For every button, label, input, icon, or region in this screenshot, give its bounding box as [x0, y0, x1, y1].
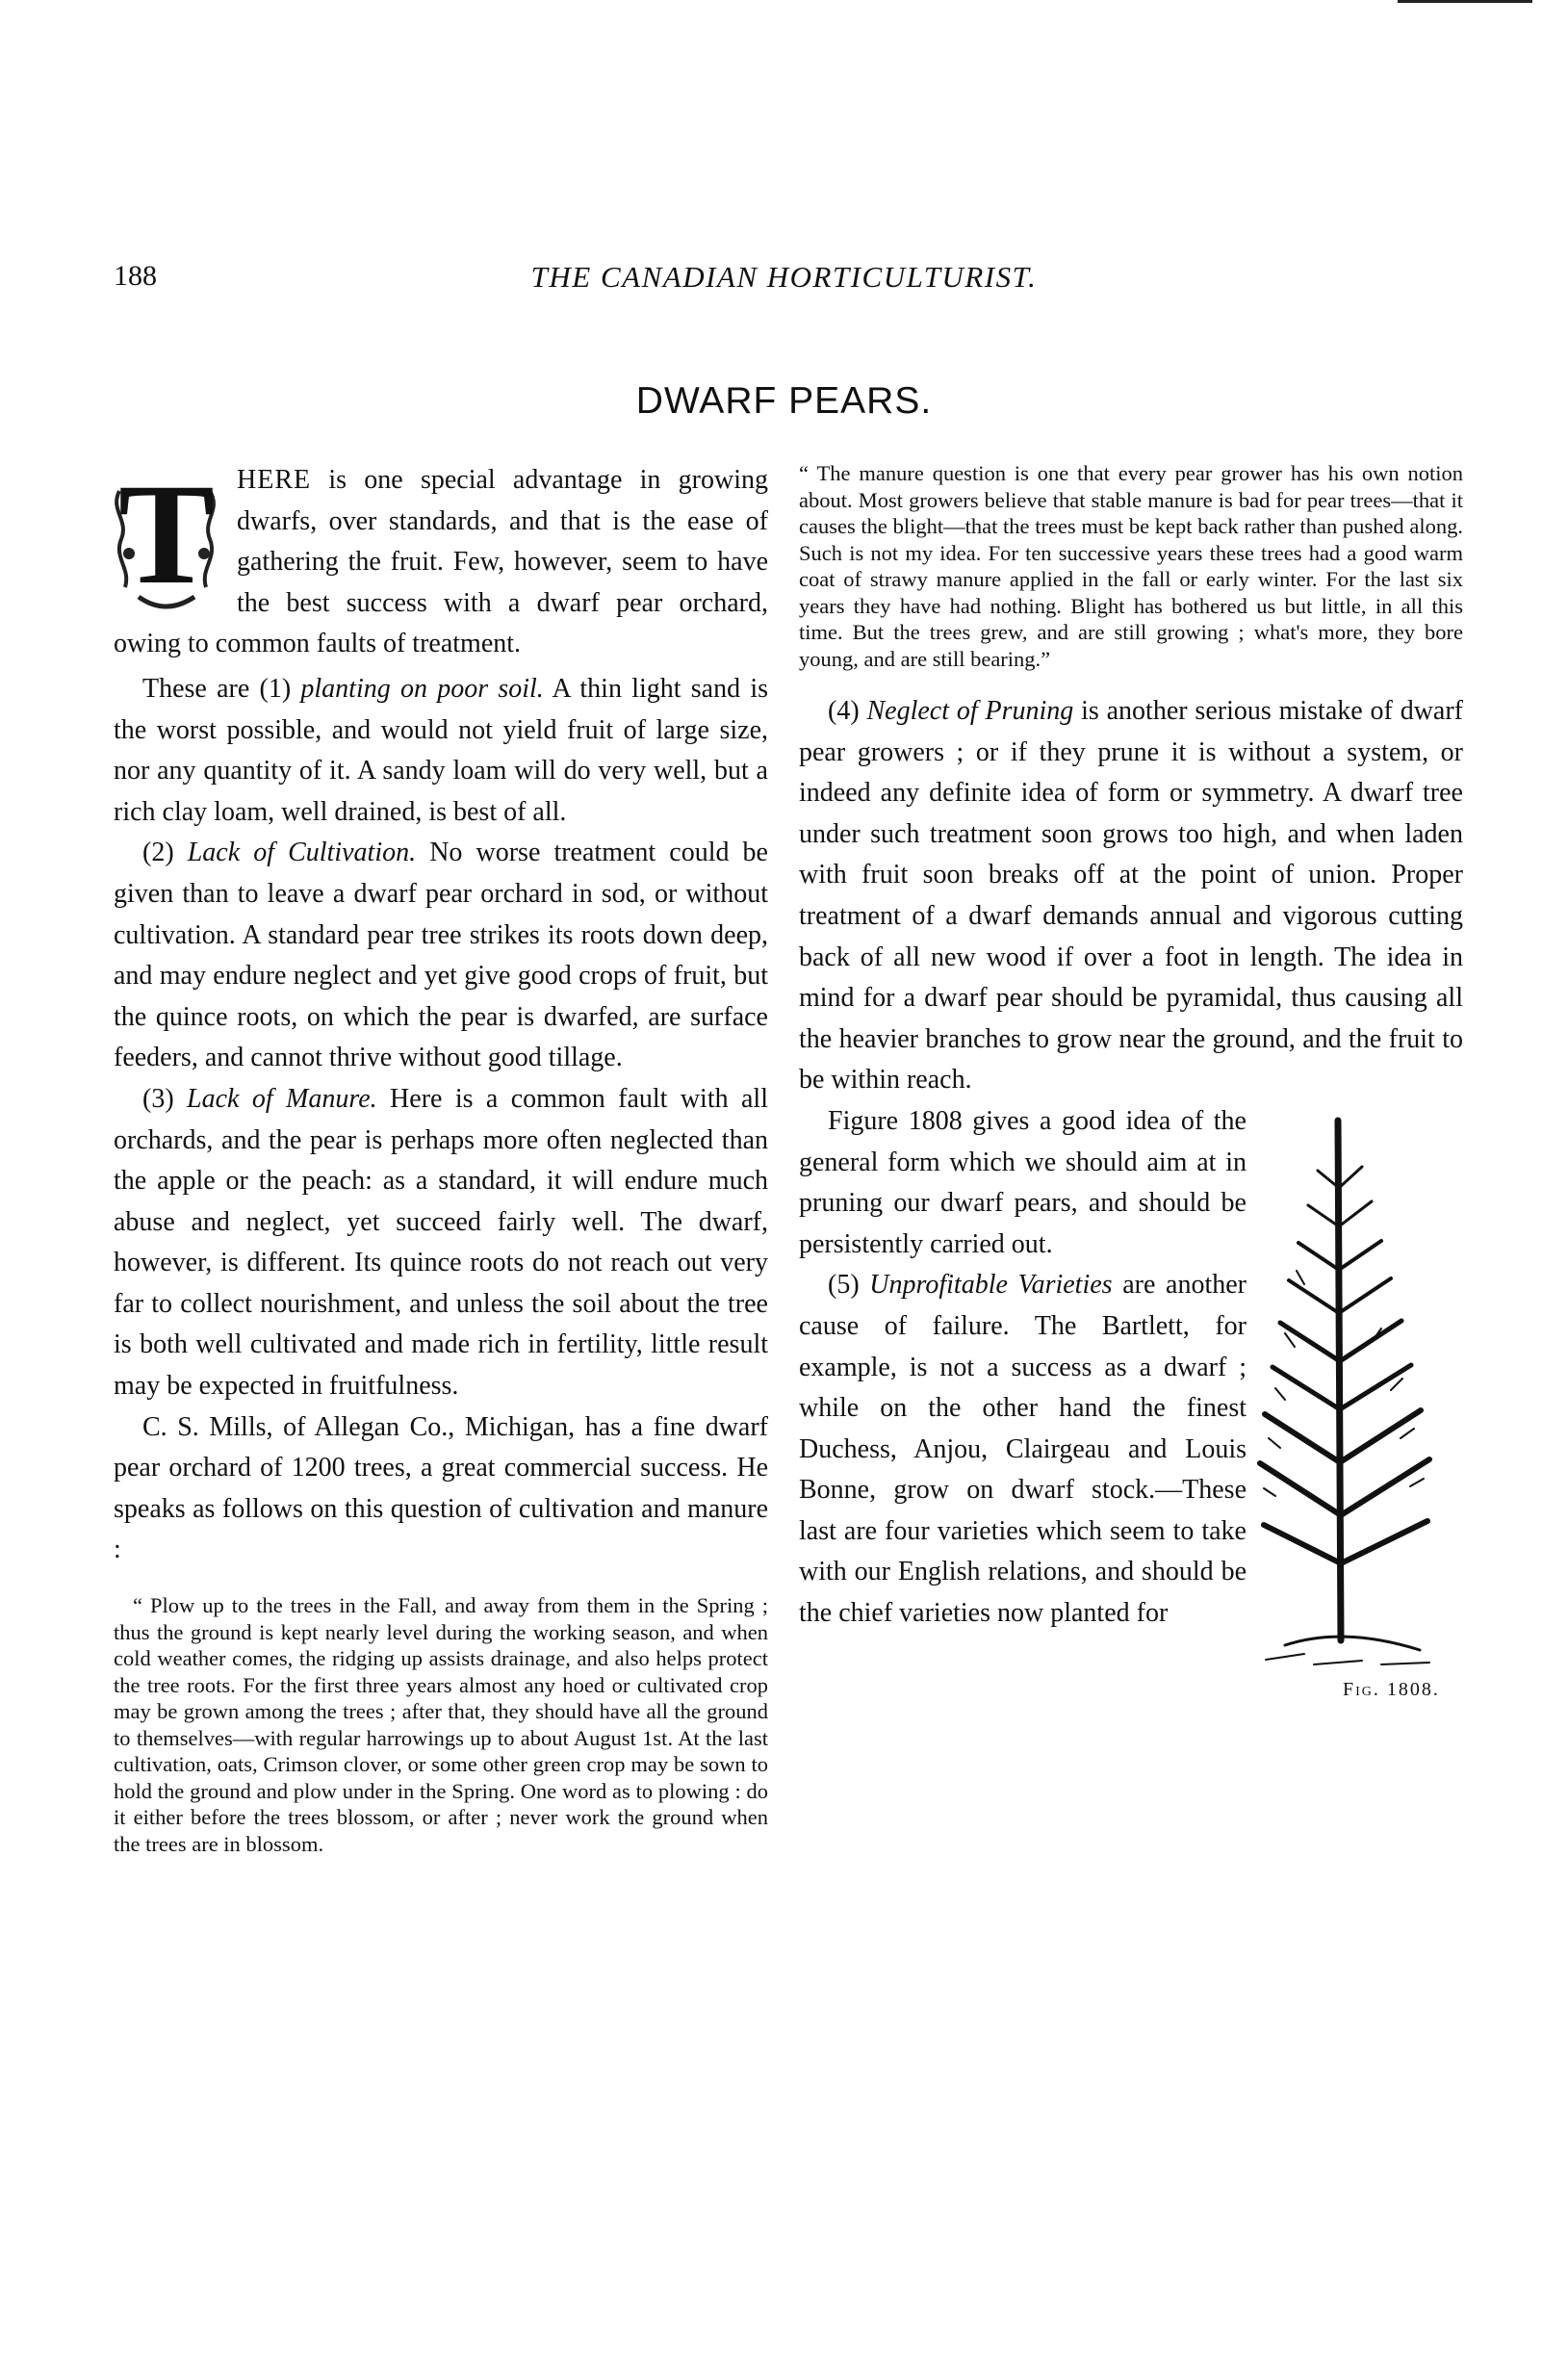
top-rule: [1398, 0, 1532, 3]
paragraph-1-text: is one special advantage in growing dwarfs, over standards, and that is the ease of gathering the fruit. Few, however, seem to have the best success with a dwarf pear orchard, owing to common faults of treatment.: [114, 465, 768, 659]
paragraph-3-lead: (2): [142, 838, 188, 868]
drop-cap: [110, 454, 223, 616]
figure-1808: [1256, 1101, 1463, 1698]
quote-paragraph-1: “ Plow up to the trees in the Fall, and away from them in the Spring ; thus the ground is kept nearly level during the working season, and when cold weather comes, the ridging up assists drainage, and also helps protect the tree roots. For the first three years almost any hoed or cultivated crop may be grown among the trees ; after that, they should have all the ground to themselves—with regular harrowings up to about August 1st. At the last cultivation, oats, Crimson clover, or some other green crop may be sown to hold the ground and plow under in the Spring. One word as to plowing : do it either before the trees blossom, or after ; never work the ground when the trees are in blossom.: [114, 1593, 768, 1856]
paragraph-4-text: Here is a common fault with all orchards, and the pear is perhaps more often neglected than the apple or the peach: as a standard, it will endure much abuse and neglect, yet succeed fairly well. The dwarf, however, is different. Its quince roots do not reach out very far to collect nourishment, and unless the soil about the tree is both well cultivated and made rich in fertility, little result may be expected in fruitfulness.: [114, 1083, 768, 1402]
paragraph-1-caps: HERE: [237, 465, 312, 495]
paragraph-8-lead: (5): [828, 1270, 870, 1301]
paragraph-6: [799, 691, 1463, 1101]
pruned-pear-tree-icon: [1256, 1101, 1463, 1679]
running-head: [114, 260, 1454, 298]
paragraph-2-italic: planting on poor soil.: [300, 673, 544, 704]
left-column: [114, 454, 768, 1857]
paragraph-1: [114, 454, 768, 665]
paragraph-6-italic: Neglect of Pruning: [866, 696, 1074, 726]
paragraph-3: [114, 833, 768, 1079]
figure-caption: Fig. 1808.: [1343, 1678, 1440, 1700]
journal-title: THE CANADIAN HORTICULTURIST.: [530, 260, 1038, 294]
paragraph-4-italic: Lack of Manure.: [187, 1083, 377, 1114]
paragraph-5: C. S. Mills, of Allegan Co., Michigan, has a fine dwarf pear orchard of 1200 trees, a great commercial success. He speaks as follows on this question of cultivation and manure :: [114, 1411, 768, 1565]
right-column: [799, 460, 1463, 1698]
paragraph-6-text: is another serious mistake of dwarf pear growers ; or if they prune it is without a system, or indeed any definite idea of form or symmetry. A dwarf tree under such treatment soon grows too high, and when laden with fruit soon breaks off at the point of union. Proper treatment of a dwarf demands annual and vigorous cutting back of all new wood if over a foot in length. The idea in mind for a dwarf pear should be pyramidal, thus causing all the heavier branches to grow near the ground, and the fruit to be within reach.: [799, 696, 1463, 1096]
quote-block: [114, 1592, 768, 1857]
paragraph-4-lead: (3): [142, 1083, 188, 1114]
paragraph-3-italic: Lack of Cultivation.: [187, 838, 417, 868]
paragraph-2-lead: These are (1): [142, 673, 301, 704]
paragraph-7: Figure 1808 gives a good idea of the general form which we should aim at in pruning our dwarf pears, and should be persistently carried out.: [799, 1105, 1247, 1259]
paragraph-8-text: are another cause of failure. The Bartlett, for example, is not a success as a dwarf ; while on the other hand the finest Duchess, Anjou, Clairgeau and Louis Bonne, grow on dwarf stock.—These last are four varieties which seem to take with our English relations, and should be the chief varieties now planted for: [799, 1270, 1247, 1629]
quote-paragraph-2: “ The manure question is one that every pear grower has his own notion about. Most growers believe that stable manure is bad for pear trees—that it causes the blight—that the trees must be kept back rather than pushed along. Such is not my idea. For ten successive years these trees had a good warm coat of strawy manure applied in the fall or early winter. For the last six years they have had nothing. Blight has bothered us but little, in all this time. But the trees grew, and are still growing ; what's more, they bore young, and are still bearing.”: [799, 461, 1463, 671]
drop-cap-letter: T: [117, 454, 216, 614]
paragraph-6-lead: (4): [828, 696, 867, 726]
paragraph-8-italic: Unprofitable Varieties: [869, 1270, 1113, 1301]
article-title: DWARF PEARS.: [635, 380, 933, 422]
paragraph-2: [114, 669, 768, 833]
paragraph-3-text: No worse treatment could be given than to leave a dwarf pear orchard in sod, or without cultivation. A standard pear tree strikes its roots down deep, and may endure neglect and yet give good crops of fruit, but the quince roots, on which the pear is dwarfed, are surface feeders, and cannot thrive without good tillage.: [114, 838, 768, 1073]
page-number: 188: [114, 260, 157, 292]
paragraph-2-text: A thin light sand is the worst possible, and would not yield fruit of large size, nor any quantity of it. A sandy loam will do very well, but a rich clay loam, well drained, is best of all.: [114, 673, 768, 827]
paragraph-4: [114, 1079, 768, 1407]
